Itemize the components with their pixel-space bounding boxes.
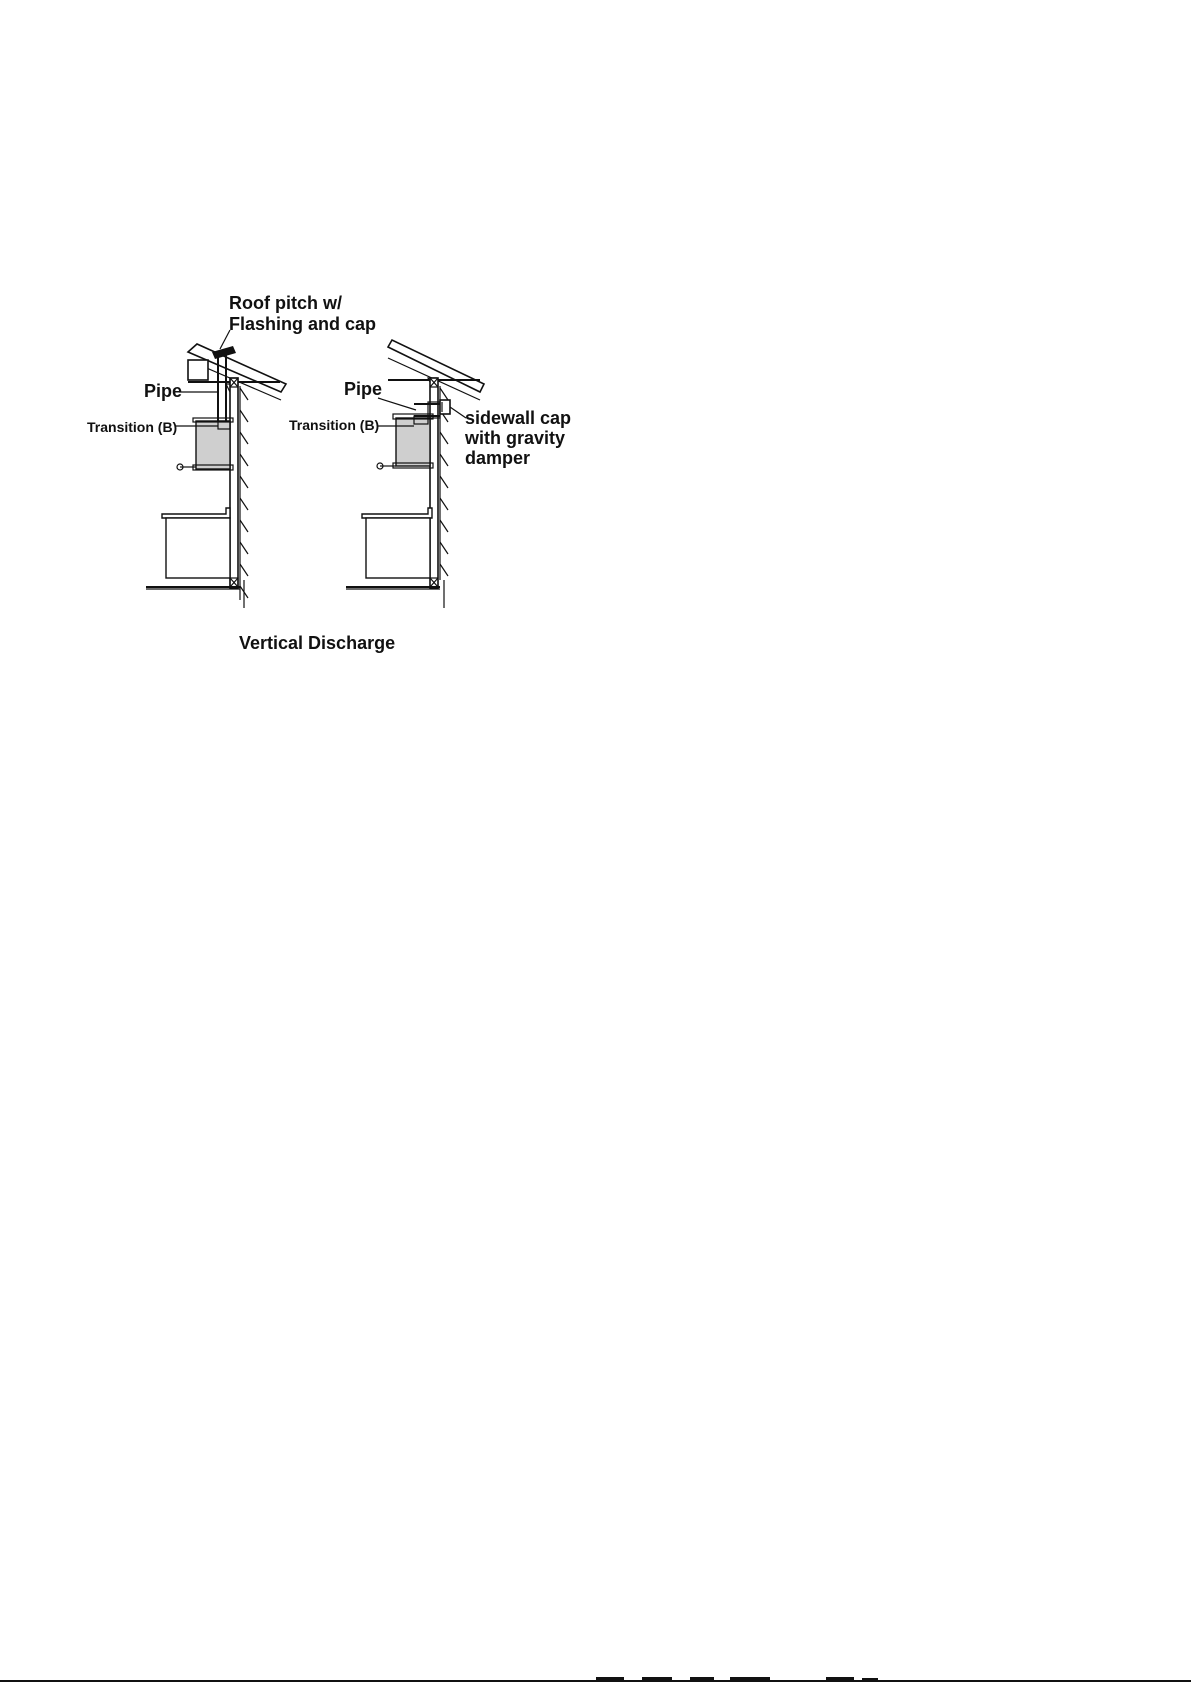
right-transition-label: Transition (B)	[289, 417, 380, 433]
right-cap-label-line2: with gravity	[465, 428, 566, 448]
figure-caption: Vertical Discharge	[239, 633, 396, 653]
left-wall	[230, 378, 238, 588]
left-roof-label-line2: Flashing and cap	[229, 314, 377, 334]
left-base-cabinet	[162, 508, 230, 578]
page-bottom-rule	[0, 1677, 1191, 1681]
right-siding	[440, 386, 448, 580]
left-pipe-label: Pipe	[144, 381, 183, 401]
right-installation-view	[289, 340, 571, 608]
right-cap-label-line3: damper	[465, 448, 531, 468]
right-pipe-label: Pipe	[344, 379, 383, 399]
left-siding	[240, 386, 248, 600]
left-transition-label: Transition (B)	[87, 419, 178, 435]
left-roof-label-line1: Roof pitch w/	[229, 293, 342, 313]
right-base-cabinet	[362, 508, 432, 578]
right-wall	[430, 378, 438, 588]
right-range-hood	[377, 414, 433, 469]
right-cap-label-line1: sidewall cap	[465, 408, 572, 428]
left-installation-view	[87, 293, 376, 608]
